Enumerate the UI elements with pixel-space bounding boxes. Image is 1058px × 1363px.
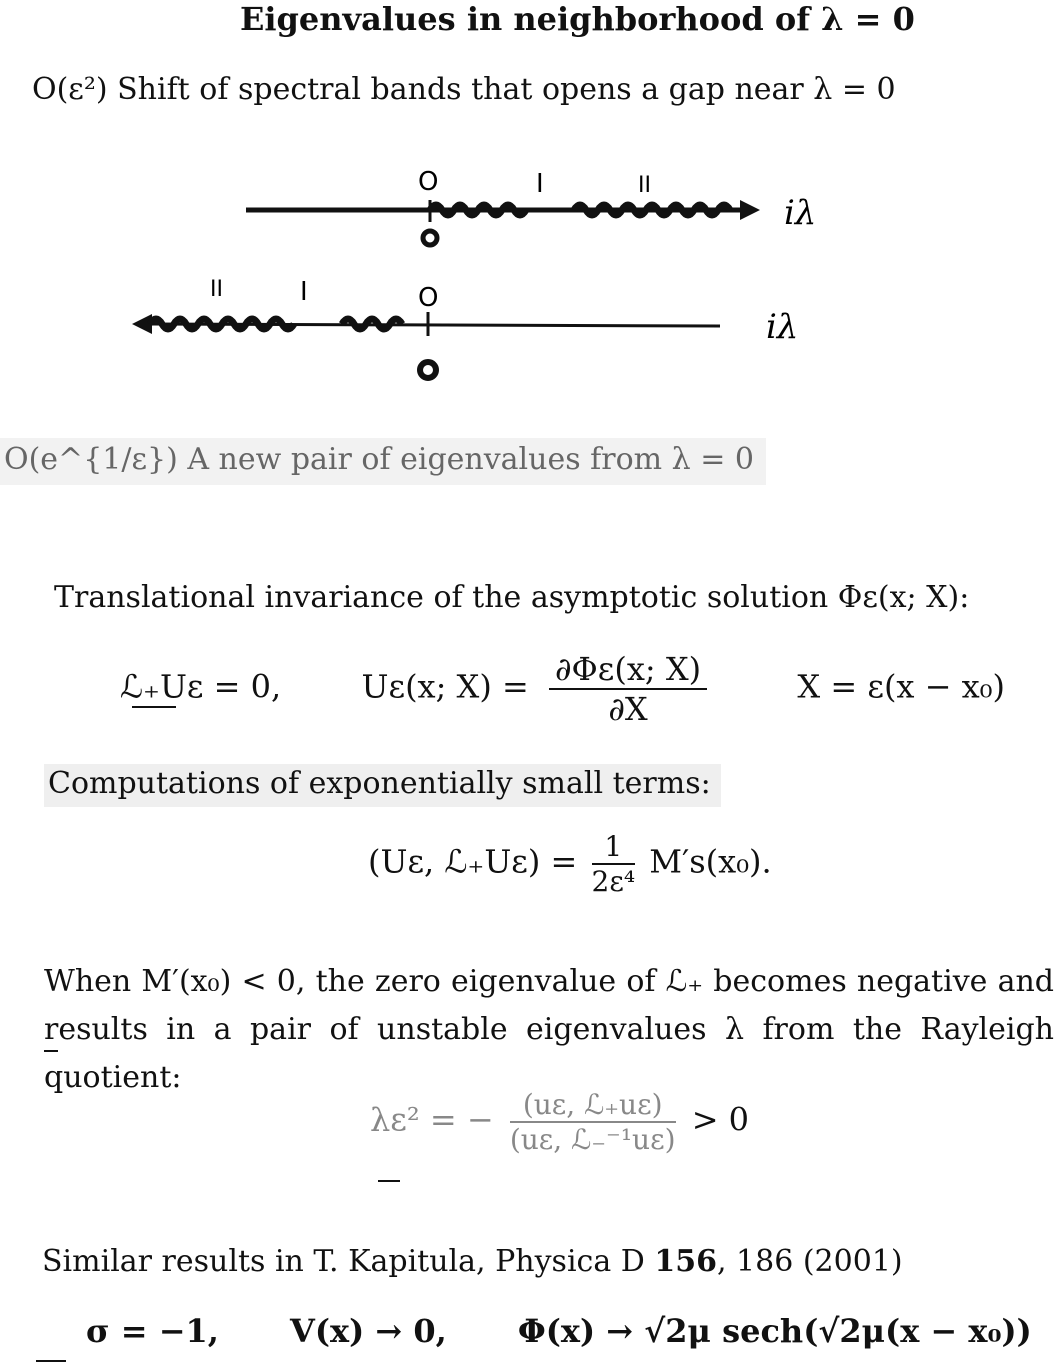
rayleigh-fraction (510, 1088, 676, 1156)
invariance-equation (120, 650, 1005, 728)
final-phi: Φ(x) → √2μ sech(√2μ(x − x₀)) (517, 1312, 1032, 1350)
rayleigh-frac-den: (uε, ℒ₋⁻¹uε) (509, 1123, 676, 1156)
invariance-lhs: ℒ₊Uε = 0, (120, 667, 282, 706)
new-pair-line: O(e^{1/ε}) A new pair of eigenvalues from λ = 0 (0, 438, 766, 485)
exp-lhs: (Uε, ℒ₊Uε) = (368, 842, 578, 881)
final-equation (86, 1312, 1032, 1350)
bottom-label-O: O (418, 283, 439, 313)
top-label-O: O (418, 167, 439, 197)
final-potential: V(x) → 0, (290, 1312, 447, 1350)
bottom-label-I: I (300, 277, 308, 307)
reference-volume: 156 (654, 1244, 717, 1279)
top-band-I (430, 205, 526, 215)
page-title: Eigenvalues in neighborhood of λ = 0 (240, 0, 915, 38)
bottom-label-II: II (210, 277, 223, 302)
spectral-band-diagram (0, 150, 1058, 400)
rayleigh-lhs: λε² = − (370, 1100, 494, 1139)
exp-fraction (592, 830, 636, 898)
bottom-band-II (150, 319, 294, 329)
translational-line: Translational invariance of the asymptotic solution Φε(x; X): (54, 580, 970, 615)
computations-line: Computations of exponentially small terms: (44, 764, 721, 807)
exp-rhs: M′s(x₀). (649, 842, 772, 881)
exponential-equation (368, 830, 772, 898)
bottom-axis-label: iλ (766, 307, 799, 347)
invariance-frac-num: ∂Φε(x; X) (549, 650, 707, 690)
invariance-frac-den: ∂X (608, 690, 648, 728)
top-axis-arrow (740, 200, 760, 220)
invariance-rhs: X = ε(x − x₀) (797, 667, 1005, 706)
instability-paragraph: When M′(x₀) < 0, the zero eigenvalue of ℒ₊ becomes negative and results in a pair of unstable eigenvalues λ from the Rayleigh quotient: (44, 964, 1054, 1095)
final-sigma: σ = −1, (86, 1312, 219, 1350)
band-diagram-svg (0, 150, 1058, 400)
shift-line: O(ε²) Shift of spectral bands that opens a gap near λ = 0 (32, 72, 896, 107)
bottom-axis-arrow (132, 314, 152, 334)
top-label-II: II (638, 173, 651, 198)
invariance-def-lhs: Uε(x; X) = (361, 667, 529, 706)
scan-mark (132, 706, 176, 708)
scan-mark (378, 1180, 400, 1182)
rayleigh-equation (370, 1088, 749, 1156)
top-label-I: I (536, 169, 544, 199)
exp-frac-num: 1 (592, 830, 636, 865)
exp-frac-den: 2ε⁴ (591, 865, 636, 898)
scan-mark (44, 1050, 58, 1052)
rayleigh-frac-num: (uε, ℒ₊uε) (510, 1088, 676, 1123)
top-zero-eigenvalue (423, 231, 437, 245)
top-axis-label: iλ (784, 193, 817, 233)
bottom-zero-eigenvalue (420, 362, 436, 378)
invariance-fraction (549, 650, 707, 728)
reference-post: , 186 (2001) (716, 1244, 903, 1279)
scan-mark (36, 1360, 66, 1362)
rayleigh-rhs: > 0 (691, 1100, 750, 1139)
reference-pre: Similar results in T. Kapitula, Physica D (42, 1244, 655, 1279)
reference-line (42, 1244, 903, 1279)
